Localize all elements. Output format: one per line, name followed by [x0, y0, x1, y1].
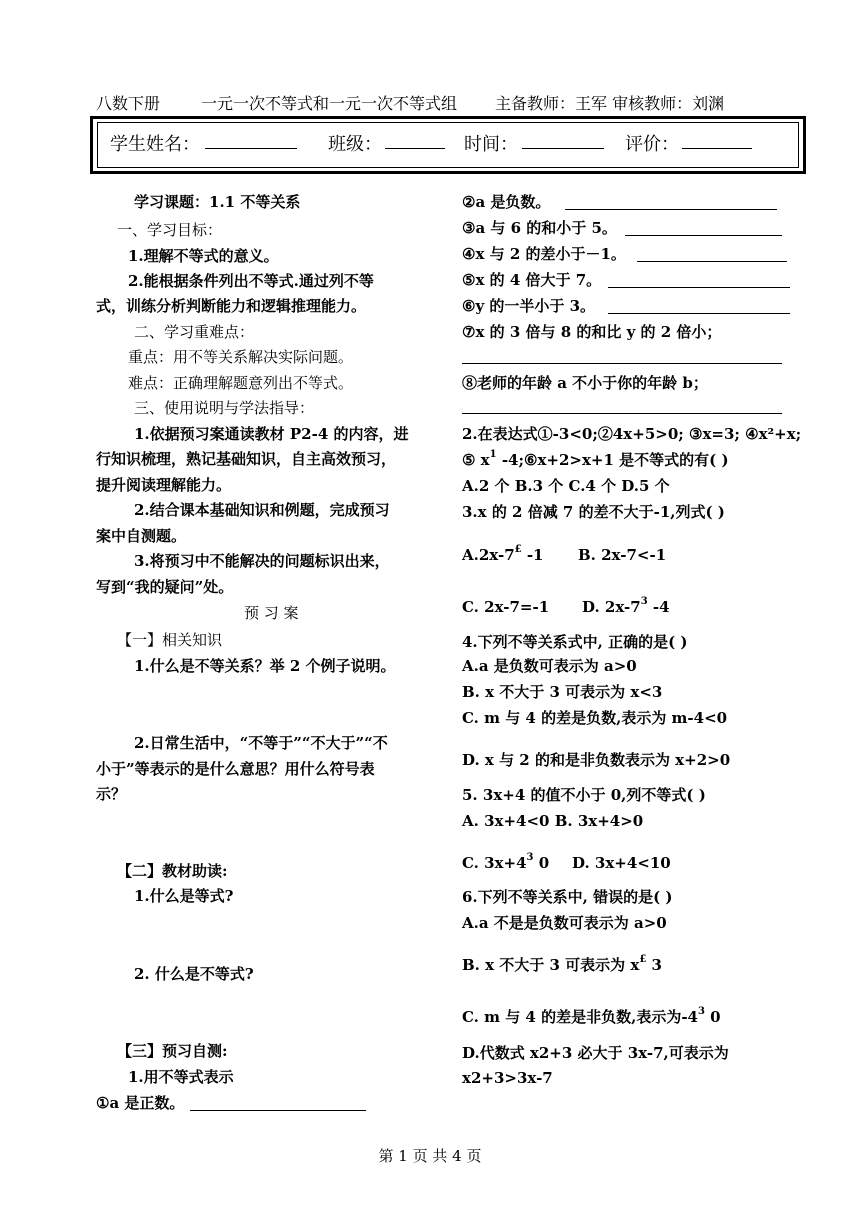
self-test-item-7: ⑦x 的 3 倍与 8 的和比 y 的 2 倍小； [462, 323, 722, 341]
difficult-point: 难点：正确理解题意列出不等式。 [128, 374, 354, 392]
self-test-item-3: ③a 与 6 的和小于 5。 [462, 219, 617, 237]
guide-title: 三、使用说明与学法指导： [134, 399, 315, 417]
class-blank[interactable] [385, 132, 445, 149]
answer-line-item-1[interactable] [190, 1110, 366, 1111]
header-book: 八数下册 [96, 94, 161, 113]
related-question-2-line2: 小于”等表示的是什么意思？用什么符号表 [96, 760, 375, 778]
question-3-option-c: C. 2x-7=-1 [462, 598, 550, 616]
guide-1-line2: 行知识梳理，熟记基础知识，自主高效预习， [96, 450, 397, 468]
question-3-option-a: A.2x-7£ -1 [462, 544, 544, 564]
question-4-option-c: C. m 与 4 的差是负数,表示为 m-4<0 [462, 709, 728, 727]
key-difficulty-title: 二、学习重难点： [134, 323, 255, 341]
question-6: 6.下列不等关系中, 错误的是( ) [462, 888, 673, 906]
question-3: 3.x 的 2 倍减 7 的差不大于-1,列式( ) [462, 503, 725, 521]
related-question-2-line1: 2.日常生活中，“不等于”“不大于”“不 [134, 734, 388, 752]
self-test-item-5: ⑤x 的 4 倍大于 7。 [462, 271, 602, 289]
question-5-options-ab: A. 3x+4<0 B. 3x+4>0 [462, 812, 644, 830]
question-5-option-d: D. 3x+4<10 [572, 854, 671, 872]
guide-1-line1: 1.依据预习案通读教材 P2-4 的内容，进 [134, 425, 409, 443]
time-label: 时间： [464, 134, 518, 155]
question-6-option-d-line2: x2+3>3x-7 [462, 1069, 553, 1087]
related-question-2-line3: 示？ [96, 785, 127, 803]
question-5: 5. 3x+4 的值不小于 0,列不等式( ) [462, 786, 706, 804]
page-footer: 第 1 页 共 4 页 [378, 1147, 482, 1165]
self-test-item-6: ⑥y 的一半小于 3。 [462, 297, 596, 315]
self-test-question-1: 1.用不等式表示 [128, 1068, 234, 1086]
question-6-option-d-line1: D.代数式 x2+3 必大于 3x-7,可表示为 [462, 1044, 729, 1062]
key-point: 重点：用不等关系解决实际问题。 [128, 348, 354, 366]
question-5-option-c: C. $3x+4^3$ 0 [462, 852, 550, 872]
question-4-option-d: D. x 与 2 的和是非负数表示为 x+2>0 [462, 751, 731, 769]
evaluation-label: 评价： [625, 134, 679, 155]
question-6-option-a: A.a 不是是负数可表示为 a>0 [462, 914, 667, 932]
lesson-topic: 学习课题：1.1 不等关系 [134, 193, 301, 211]
goals-title: 一、学习目标： [117, 221, 223, 239]
class-label: 班级： [328, 134, 382, 155]
student-name-label: 学生姓名： [110, 134, 200, 155]
guide-3-line2: 写到“我的疑问”处。 [96, 578, 234, 596]
answer-line-item-7[interactable] [462, 363, 782, 364]
question-6-option-c: C. m 与 4 的差是非负数,表示为$-4^3$ 0 [462, 1006, 721, 1026]
goal-1: 1.理解不等式的意义。 [128, 247, 279, 265]
guide-2-line2: 案中自测题。 [96, 527, 187, 545]
textbook-question-1: 1.什么是等式? [134, 887, 234, 905]
section-self-test: 【三】预习自测: [117, 1042, 228, 1060]
self-test-item-2: ②a 是负数。 [462, 193, 551, 211]
header-unit: 一元一次不等式和一元一次不等式组 [201, 94, 458, 113]
guide-3-line1: 3.将预习中不能解决的问题标识出来， [134, 552, 390, 570]
section-textbook-help: 【二】教材助读: [117, 862, 228, 880]
guide-1-line3: 提升阅读理解能力。 [96, 476, 232, 494]
question-3-option-d: D. $2x-7^3$ -4 [582, 596, 670, 616]
answer-line-item-4[interactable] [637, 261, 787, 262]
guide-2-line1: 2.结合课本基础知识和例题，完成预习 [134, 501, 390, 519]
textbook-question-2: 2. 什么是不等式? [134, 965, 254, 983]
answer-line-item-3[interactable] [625, 235, 782, 236]
student-name-blank[interactable] [205, 132, 297, 149]
header-teachers: 主备教师：王军 审核教师：刘渊 [495, 94, 725, 113]
question-2-line2: ⑤ $x^1$ -4;⑥x+2>x+1 是不等式的有( ) [462, 449, 729, 469]
self-test-item-8: ⑧老师的年龄 a 不小于你的年龄 b； [462, 374, 708, 392]
self-test-item-1: ①a 是正数。 [96, 1094, 185, 1112]
related-question-1: 1.什么是不等关系？举 2 个例子说明。 [134, 657, 396, 675]
answer-line-item-6[interactable] [608, 313, 790, 314]
answer-line-item-5[interactable] [608, 287, 790, 288]
question-6-option-b: B. x 不大于 3 可表示为 x£ 3 [462, 954, 662, 974]
question-2-options: A.2 个 B.3 个 C.4 个 D.5 个 [462, 477, 670, 495]
section-related-knowledge: 【一】相关知识 [117, 631, 223, 649]
question-4-option-a: A.a 是负数可表示为 a>0 [462, 657, 637, 675]
question-3-option-b: B. 2x-7<-1 [578, 546, 667, 564]
goal-2-line2: 式，训练分析判断能力和逻辑推理能力。 [96, 297, 367, 315]
preview-title: 预 习 案 [244, 604, 299, 622]
evaluation-blank[interactable] [682, 132, 752, 149]
question-4-option-b: B. x 不大于 3 可表示为 x<3 [462, 683, 663, 701]
answer-line-item-8[interactable] [462, 413, 782, 414]
question-2-line1: 2.在表达式①-3<0;②4x+5>0; ③x=3; ④x²+x; [462, 425, 802, 443]
self-test-item-4: ④x 与 2 的差小于－1。 [462, 245, 626, 263]
question-4: 4.下列不等关系式中, 正确的是( ) [462, 633, 688, 651]
answer-line-item-2[interactable] [565, 209, 777, 210]
goal-2-line1: 2.能根据条件列出不等式.通过列不等 [128, 272, 374, 290]
time-blank[interactable] [522, 132, 604, 149]
